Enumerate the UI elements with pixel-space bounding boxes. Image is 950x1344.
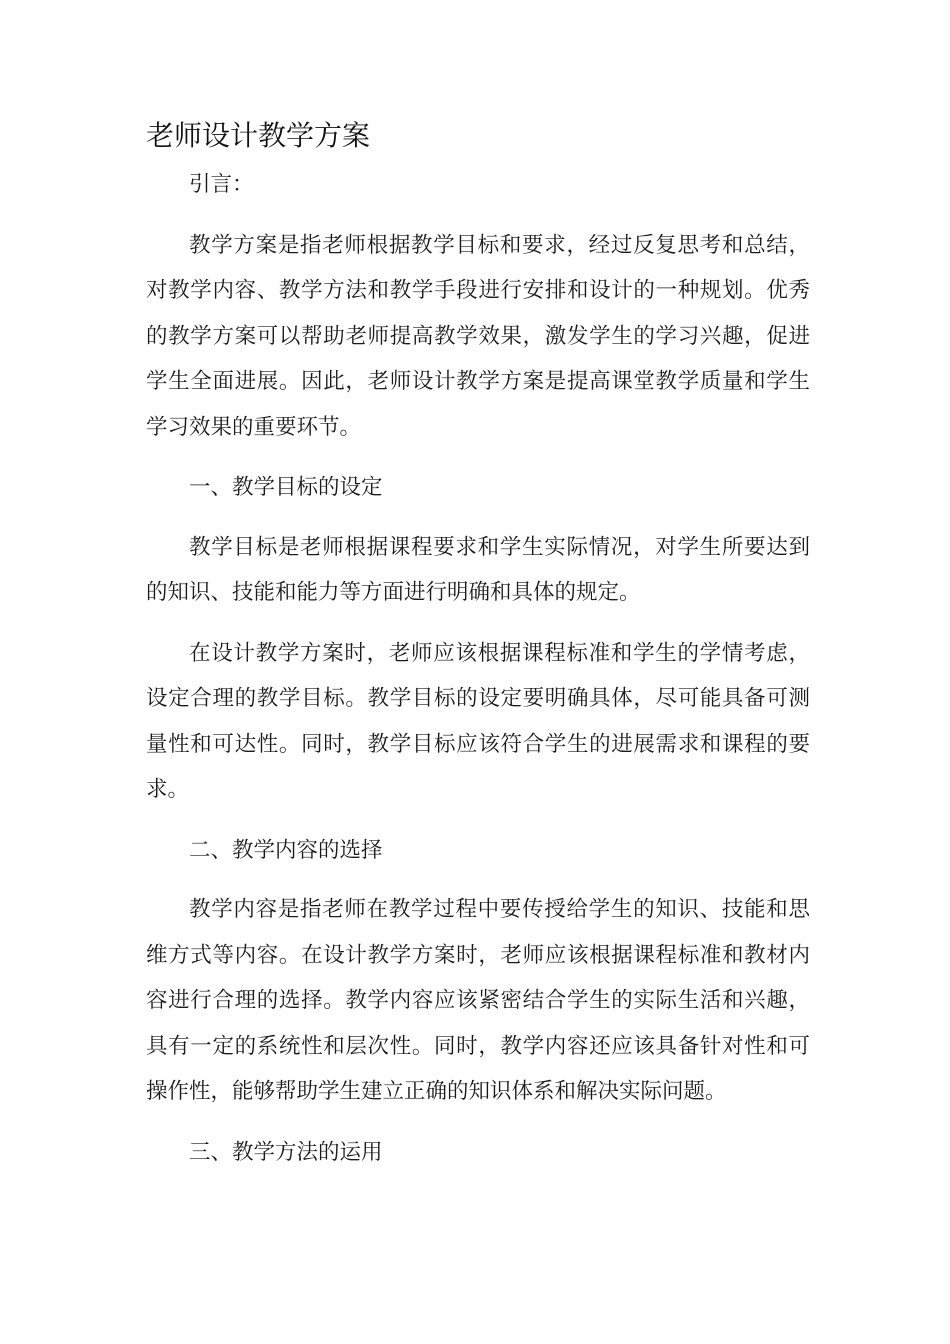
document-body	[146, 162, 810, 1189]
intro-label: 引言：	[189, 172, 254, 197]
section-heading-goals: 一、教学目标的设定	[189, 475, 383, 500]
goals-paragraph-1: 教学目标是老师根据课程要求和学生实际情况，对学生所要达到的知识、技能和能力等方面进行明确和具体的规定。	[146, 534, 810, 605]
intro-paragraph: 教学方案是指老师根据教学目标和要求，经过反复思考和总结，对教学内容、教学方法和教学手段进行安排和设计的一种规划。优秀的教学方案可以帮助老师提高教学效果，激发学生的学习兴趣，促进学生全面进展。因此，老师设计教学方案是提高课堂教学质量和学生学习效果的重要环节。	[146, 232, 810, 440]
section-heading-methods: 三、教学方法的运用	[189, 1139, 383, 1165]
content-paragraph: 教学内容是指老师在教学过程中要传授给学生的知识、技能和思维方式等内容。在设计教学方案时，老师应该根据课程标准和教材内容进行合理的选择。教学内容应该紧密结合学生的实际生活和兴趣，具有一定的系统性和层次性。同时，教学内容还应该具备针对性和可操作性，能够帮助学生建立正确的知识体系和解决实际问题。	[146, 897, 810, 1104]
document-title: 老师设计教学方案	[146, 119, 371, 152]
goals-paragraph-2: 在设计教学方案时，老师应该根据课程标准和学生的学情考虑，设定合理的教学目标。教学目标的设定要明确具体，尽可能具备可测量性和可达性。同时，教学目标应该符合学生的进展需求和课程的要求。	[146, 640, 810, 802]
section-heading-content: 二、教学内容的选择	[189, 837, 383, 863]
